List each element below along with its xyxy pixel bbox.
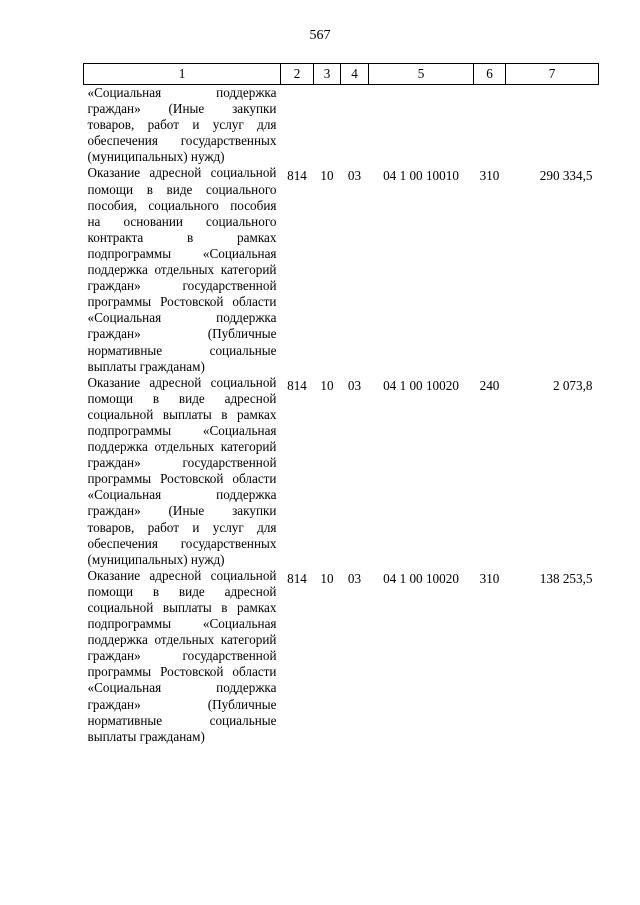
row-ministry: 814 <box>287 570 307 586</box>
row-type: 310 <box>479 168 500 184</box>
row-subsection <box>341 85 369 166</box>
row-section: 10 <box>320 168 334 184</box>
row-target: 04 1 00 10020 <box>383 570 459 586</box>
row-type: 310 <box>479 570 500 586</box>
row-ministry: 814 <box>287 168 307 184</box>
table-row <box>84 85 599 166</box>
table-row <box>84 568 599 745</box>
row-section: 10 <box>320 570 334 586</box>
column-header-3: 3 <box>314 64 341 85</box>
column-header-7: 7 <box>506 64 599 85</box>
row-description: Оказание адресной социальной помощи в виде адресной социальной выплаты в рамках подпрограммы «Социальная поддержка отдельных категорий граждан» государственной программы Ростовской области «Социальная поддержка граждан» (Иные закупки товаров, работ и услуг для обеспечения государственных (муниципальных) нужд) <box>87 374 277 567</box>
row-section: 10 <box>320 377 334 393</box>
row-description: Оказание адресной социальной помощи в виде социального пособия, социального пособия на основании социального контракта в рамках подпрограммы «Социальная поддержка отдельных категорий граждан» государственной программы Ростовской области «Социальная поддержка граждан» (Публичные нормативные социальные выплаты гражданам) <box>87 165 277 374</box>
column-header-6: 6 <box>474 64 506 85</box>
page-number: 567 <box>309 28 331 43</box>
column-header-2: 2 <box>281 64 314 85</box>
row-subsection: 03 <box>347 570 362 586</box>
row-description: «Социальная поддержка граждан» (Иные закупки товаров, работ и услуг для обеспечения государственных (муниципальных) нужд) <box>87 85 277 165</box>
row-description: Оказание адресной социальной помощи в виде адресной социальной выплаты в рамках подпрограммы «Социальная поддержка отдельных категорий граждан» государственной программы Ростовской области «Социальная поддержка граждан» (Публичные нормативные социальные выплаты гражданам) <box>87 567 277 744</box>
row-amount <box>506 85 599 166</box>
row-section <box>314 85 341 166</box>
row-ministry <box>281 85 314 166</box>
header-row <box>84 64 599 85</box>
row-amount: 138 253,5 <box>539 570 593 586</box>
row-target <box>369 85 474 166</box>
row-target: 04 1 00 10020 <box>383 377 459 393</box>
row-subsection: 03 <box>347 168 362 184</box>
table-row <box>84 375 599 568</box>
budget-table <box>83 63 599 745</box>
row-amount: 290 334,5 <box>539 168 593 184</box>
row-type <box>474 85 506 166</box>
column-header-1: 1 <box>84 64 281 85</box>
row-amount: 2 073,8 <box>552 377 593 393</box>
row-subsection: 03 <box>347 377 362 393</box>
table-row <box>84 165 599 374</box>
column-header-4: 4 <box>341 64 369 85</box>
row-type: 240 <box>479 377 500 393</box>
column-header-5: 5 <box>369 64 474 85</box>
row-target: 04 1 00 10010 <box>383 168 459 184</box>
row-ministry: 814 <box>287 377 307 393</box>
